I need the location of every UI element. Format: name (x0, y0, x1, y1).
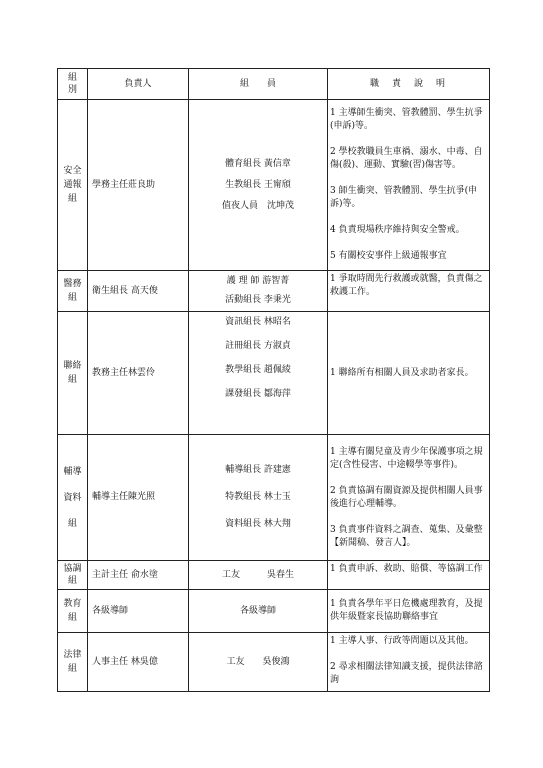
table-row (58, 590, 490, 633)
member: 體育組長 黃信章 (225, 158, 291, 169)
members-cell (189, 312, 328, 435)
member: 活動組長 李秉光 (225, 295, 291, 305)
group-cell: 輔導 資料 組 (58, 435, 88, 561)
table-row (58, 435, 490, 561)
member: 資料組長 林大翔 (225, 519, 291, 529)
group-cell: 協調 組 (58, 561, 88, 590)
duty-item: 1 爭取時間先行救護或就醫，負責傷之救護工作。 (330, 274, 483, 297)
group-cell: 醫務 組 (58, 271, 88, 312)
members-cell (189, 100, 328, 271)
duty-item: 1 主導師生衝突、管教體罰、學生抗爭(申訴)等。 (330, 108, 483, 131)
group-cell: 安全 通報 組 (58, 100, 88, 271)
duty-item: 2 負責協調有關資源及提供相關人員事後進行心理輔導。 (330, 485, 483, 509)
duty-item: 1 主導人事、行政等問題以及其他。 (330, 636, 474, 646)
duty-item: 1 負責申訴、救助、賠償、等協調工作 (330, 564, 483, 574)
table-row (58, 100, 490, 271)
leader-cell: 教務主任林雲伶 (88, 312, 189, 435)
header-group (58, 69, 88, 100)
member: 生教組長 王甯頎 (225, 179, 291, 190)
member: 註冊組長 方淑貞 (225, 341, 291, 351)
member: 值夜人員 沈坤茂 (221, 200, 294, 211)
table-row (58, 312, 490, 435)
crisis-team-table (57, 68, 490, 692)
header-members: 組 員 (189, 69, 328, 100)
duties-cell (328, 435, 490, 561)
duties-cell (328, 561, 490, 590)
member: 輔導組長 許建憲 (225, 465, 291, 475)
duty-item: 1 主導有關兒童及青少年保護事項之規定(含性侵害、中途輟學等事件)。 (330, 446, 483, 470)
member: 各級導師 (239, 605, 276, 616)
leader-cell: 衛生組長 高天俊 (88, 271, 189, 312)
table-header-row (58, 69, 490, 100)
members-cell (189, 561, 328, 590)
leader-cell: 各級導師 (88, 590, 189, 633)
table-row (58, 271, 490, 312)
member: 特教組長 林士玉 (225, 492, 291, 502)
member: 工友 吳春生 (221, 569, 294, 580)
members-cell (189, 590, 328, 633)
leader-cell: 學務主任莊良助 (88, 100, 189, 271)
duty-item: 3 負責事件資料之調查、蒐集、及彙整【新聞稿、發言人】。 (330, 524, 483, 548)
duty-item: 1 負責各學年平日危機處理教育，及提供年級暨家長協助聯絡事宜 (330, 599, 483, 622)
duties-cell (328, 633, 490, 692)
header-group-line: 別 (67, 85, 77, 95)
duty-item: 5 有關校安事件上級通報事宜 (330, 251, 447, 261)
header-duties: 職 責 說 明 (328, 69, 490, 100)
members-cell (189, 435, 328, 561)
header-group-line: 組 (67, 73, 77, 83)
table-row (58, 633, 490, 692)
member: 課發組長 鄒海萍 (225, 389, 291, 399)
duty-item: 4 負責現場秩序維持與安全警戒。 (330, 225, 465, 235)
duty-item: 2 尋求相關法律知識支援，提供法律諮詢 (330, 662, 483, 685)
duties-cell (328, 100, 490, 271)
group-cell: 教育 組 (58, 590, 88, 633)
duty-item: 2 學校教職員生車禍、溺水、中毒、自傷(殺)、運動、實驗(習)傷害等。 (330, 147, 483, 170)
group-cell: 法律 組 (58, 633, 88, 692)
member: 教學組長 趙佩綾 (225, 365, 291, 375)
duties-cell (328, 312, 490, 435)
leader-cell: 人事主任 林吳億 (88, 633, 189, 692)
member: 工友 吳俊鴻 (226, 656, 290, 667)
duties-cell (328, 271, 490, 312)
duty-item: 1 聯絡所有相關人員及求助者家長。 (330, 367, 474, 378)
leader-cell: 主計主任 俞水塗 (88, 561, 189, 590)
group-cell: 聯絡 組 (58, 312, 88, 435)
member: 護 理 師 游智菁 (226, 276, 290, 286)
leader-cell: 輔導主任陳光照 (88, 435, 189, 561)
table-row (58, 561, 490, 590)
duties-cell (328, 590, 490, 633)
member: 資訊組長 林昭名 (225, 317, 291, 327)
header-leader: 負責人 (88, 69, 189, 100)
members-cell (189, 271, 328, 312)
members-cell (189, 633, 328, 692)
duty-item: 3 師生衝突、管教體罰、學生抗爭(申訴)等。 (330, 186, 478, 209)
